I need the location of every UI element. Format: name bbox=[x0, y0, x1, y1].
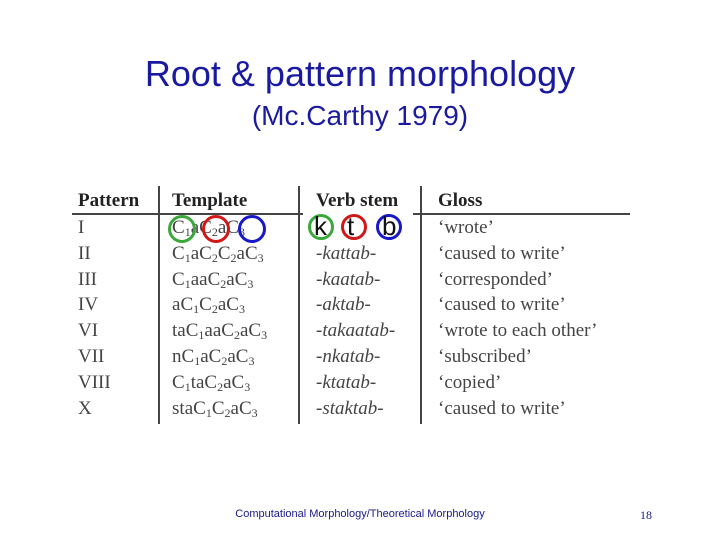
row-verb-stem: -kattab- bbox=[316, 242, 377, 264]
row-pattern: VII bbox=[78, 346, 105, 367]
column-divider bbox=[158, 186, 160, 424]
template-consonant-circle bbox=[238, 215, 266, 243]
slide-title: Root & pattern morphology bbox=[144, 53, 576, 94]
row-gloss: ‘subscribed’ bbox=[438, 346, 532, 367]
row-verb-stem: -takaatab- bbox=[316, 320, 396, 342]
header-gloss: Gloss bbox=[438, 190, 483, 211]
header-verb-stem: Verb stem bbox=[316, 190, 399, 211]
row-template: $C_1aC_2aC_3$ bbox=[172, 217, 245, 239]
row-template: $taC_1aaC_2aC_3$ bbox=[172, 320, 268, 343]
row-gloss: ‘caused to write’ bbox=[438, 242, 566, 264]
row-verb-stem: -staktab- bbox=[316, 397, 384, 419]
page-number: 18 bbox=[640, 508, 652, 522]
root-letter-t: t bbox=[347, 211, 355, 241]
row-pattern: II bbox=[78, 242, 91, 264]
header-pattern: Pattern bbox=[78, 190, 140, 211]
row-pattern: X bbox=[78, 397, 92, 419]
row-pattern: VIII bbox=[78, 371, 111, 393]
row-gloss: ‘wrote to each other’ bbox=[438, 320, 598, 342]
row-template: $nC_1aC_2aC_3$ bbox=[172, 346, 255, 368]
row-verb-stem: -kaatab- bbox=[316, 268, 381, 290]
row-pattern: I bbox=[78, 217, 85, 238]
row-verb-stem: -ktatab- bbox=[316, 371, 377, 393]
template-consonant-circle bbox=[168, 215, 196, 243]
row-gloss: ‘copied’ bbox=[438, 371, 502, 393]
root-letter-k: k bbox=[314, 211, 327, 241]
slide-footer: Computational Morphology/Theoretical Morphology bbox=[235, 508, 485, 520]
row-template: $C_1aaC_2aC_3$ bbox=[172, 268, 254, 291]
column-divider bbox=[298, 186, 300, 424]
row-template: $C_1aC_2C_2aC_3$ bbox=[172, 242, 264, 265]
row-gloss: ‘caused to write’ bbox=[438, 294, 566, 316]
row-verb-stem: -nkatab- bbox=[316, 346, 381, 367]
slide-subtitle: (Mc.Carthy 1979) bbox=[251, 100, 469, 131]
row-gloss: ‘wrote’ bbox=[438, 217, 494, 238]
header-template: Template bbox=[172, 190, 248, 211]
root-letter-b: b bbox=[382, 211, 397, 241]
row-verb-stem: -aktab- bbox=[316, 294, 371, 316]
row-pattern: VI bbox=[78, 320, 99, 342]
row-template: $C_1taC_2aC_3$ bbox=[172, 371, 251, 394]
template-consonant-circle bbox=[202, 215, 230, 243]
column-divider bbox=[420, 186, 422, 424]
row-gloss: ‘corresponded’ bbox=[438, 268, 554, 290]
row-template: $staC_1C_2aC_3$ bbox=[172, 397, 258, 420]
row-gloss: ‘caused to write’ bbox=[438, 397, 566, 419]
row-pattern: III bbox=[78, 268, 97, 290]
row-template: $aC_1C_2aC_3$ bbox=[172, 294, 245, 317]
row-pattern: IV bbox=[78, 294, 99, 316]
